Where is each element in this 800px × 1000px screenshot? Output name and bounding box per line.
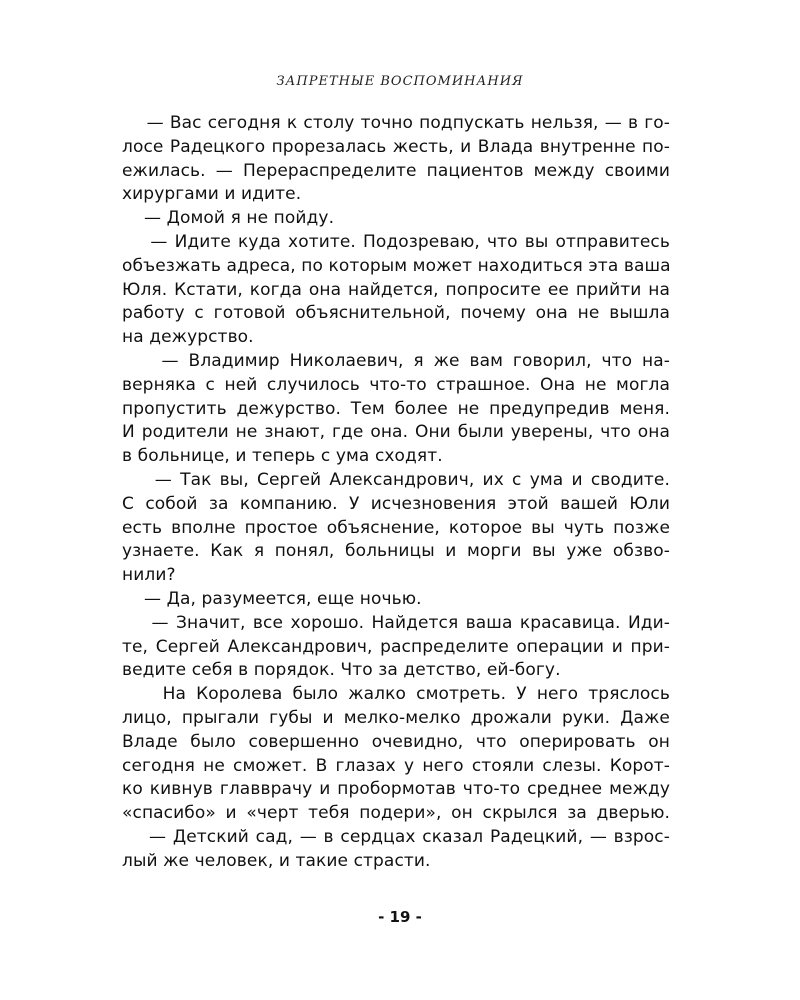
text-line: узнаете. Как я понял, больницы и морги вы уже обзво- <box>122 541 670 562</box>
text-line: На Королева было жалко смотреть. У него тряслось <box>122 684 670 705</box>
text-line: те, Сергей Александрович, распределите операции и при- <box>122 636 670 657</box>
text-line: — Вас сегодня к столу точно подпускать нельзя, — в го- <box>122 113 670 133</box>
text-line: ежилась. — Перераспределите пациентов между своими <box>122 160 670 181</box>
text-line: — Значит, все хорошо. Найдется ваша красавица. Иди- <box>122 612 670 633</box>
text-line: — Так вы, Сергей Александрович, их с ума и сводите. <box>122 469 670 490</box>
running-header: ЗАПРЕТНЫЕ ВОСПОМИНАНИЯ <box>276 74 524 89</box>
text-line: лый же человек, и такие страсти. <box>122 850 431 871</box>
text-line: хирургами и идите. <box>122 184 302 205</box>
text-line: ведите себя в порядок. Что за детство, ей-богу. <box>122 660 561 681</box>
text-line: «спасибо» и «черт тебя подери», он скрылся за дверью. <box>122 803 670 824</box>
text-line: сегодня не сможет. В глазах у него стояли слезы. Корот- <box>122 755 670 776</box>
text-line: — Домой я не пойду. <box>122 208 335 229</box>
text-line: И родители не знают, где она. Они были уверены, что она <box>122 422 670 443</box>
text-line: — Детский сад, — в сердцах сказал Радецкий, — взрос- <box>122 826 670 847</box>
text-line: лицо, прыгали губы и мелко-мелко дрожали руки. Даже <box>122 707 670 728</box>
text-line: лосе Радецкого прорезалась жесть, и Влада внутренне по- <box>122 136 670 157</box>
text-line: — Да, разумеется, еще ночью. <box>122 588 422 609</box>
body-text <box>122 112 670 874</box>
text-line: ко кивнув главврачу и пробормотав что-то среднее между <box>122 779 670 800</box>
text-line: верняка с ней случилось что-то страшное. Она не могла <box>122 374 670 395</box>
text-line: — Идите куда хотите. Подозреваю, что вы отправитесь <box>122 231 670 252</box>
text-line: объезжать адреса, по которым может находиться эта ваша <box>122 255 671 276</box>
text-line: нили? <box>122 565 176 586</box>
text-line: в больнице, и теперь с ума сходят. <box>122 446 443 467</box>
text-line: С собой за компанию. У исчезновения этой вашей Юли <box>122 493 670 514</box>
text-line: работу с готовой объяснительной, почему она не вышла <box>122 303 670 324</box>
text-line: есть вполне простое объяснение, которое вы чуть позже <box>122 517 670 538</box>
text-line: пропустить дежурство. Тем более не предупредив меня. <box>122 398 670 419</box>
page-number: - 19 - <box>378 908 422 926</box>
text-line: на дежурство. <box>122 327 254 348</box>
text-line: Владе было совершенно очевидно, что оперировать он <box>122 731 670 752</box>
text-line: — Владимир Николаевич, я же вам говорил, что на- <box>122 350 670 371</box>
text-line: Юля. Кстати, когда она найдется, попросите ее прийти на <box>122 279 670 300</box>
